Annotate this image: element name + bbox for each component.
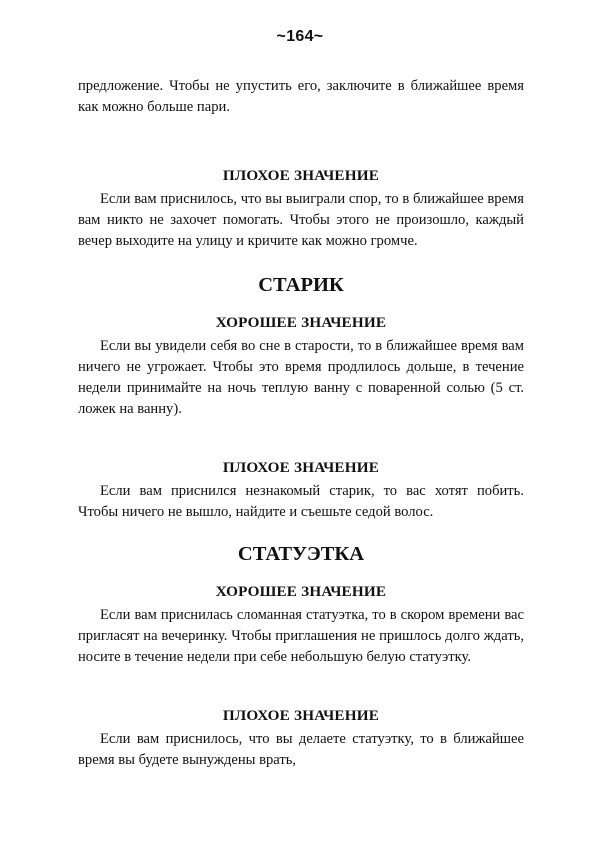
starik-title: СТАРИК (258, 274, 344, 296)
starik-good-paragraph: Если вы увидели себя во сне в старости, то в ближайшее время вам ничего не угрожает. Чтобы это время продлилось дольше, в течение недели принимайте на ночь теплую ванну с поваренной солью (5 ст. ложек на ванну). (78, 338, 524, 417)
continuation-paragraph: предложение. Чтобы не упустить его, заключите в ближайшее время как можно больше пари. (78, 78, 524, 115)
page-number: ~164~ (276, 28, 324, 45)
statuetka-title: СТАТУЭТКА (237, 543, 365, 565)
starik-bad-paragraph: Если вам приснился незнакомый старик, то вас хотят побить. Чтобы ничего не вышло, найдите и съешьте седой волос. (78, 483, 524, 520)
starik-good-heading: ХОРОШЕЕ ЗНАЧЕНИЕ (215, 314, 387, 331)
statuetka-good-paragraph: Если вам приснилась сломанная статуэтка, то в скором времени вас пригласят на вечеринку. Чтобы приглашения не пришлось долго ждать, носите в течение недели при себе небольшую белую статуэтку. (78, 607, 524, 665)
statuetka-good-heading: ХОРОШЕЕ ЗНАЧЕНИЕ (215, 583, 387, 600)
intro-bad-paragraph: Если вам приснилось, что вы выиграли спор, то в ближайшее время вам никто не захочет помогать. Чтобы этого не произошло, каждый вечер выходите на улицу и кричите как можно громче. (78, 191, 524, 249)
page-content (78, 76, 524, 771)
intro-bad-heading: ПЛОХОЕ ЗНАЧЕНИЕ (222, 167, 380, 184)
starik-bad-heading: ПЛОХОЕ ЗНАЧЕНИЕ (222, 459, 380, 476)
statuetka-bad-heading: ПЛОХОЕ ЗНАЧЕНИЕ (222, 707, 380, 724)
statuetka-bad-paragraph: Если вам приснилось, что вы делаете статуэтку, то в ближайшее время вы будете вынуждены врать, (78, 731, 524, 768)
